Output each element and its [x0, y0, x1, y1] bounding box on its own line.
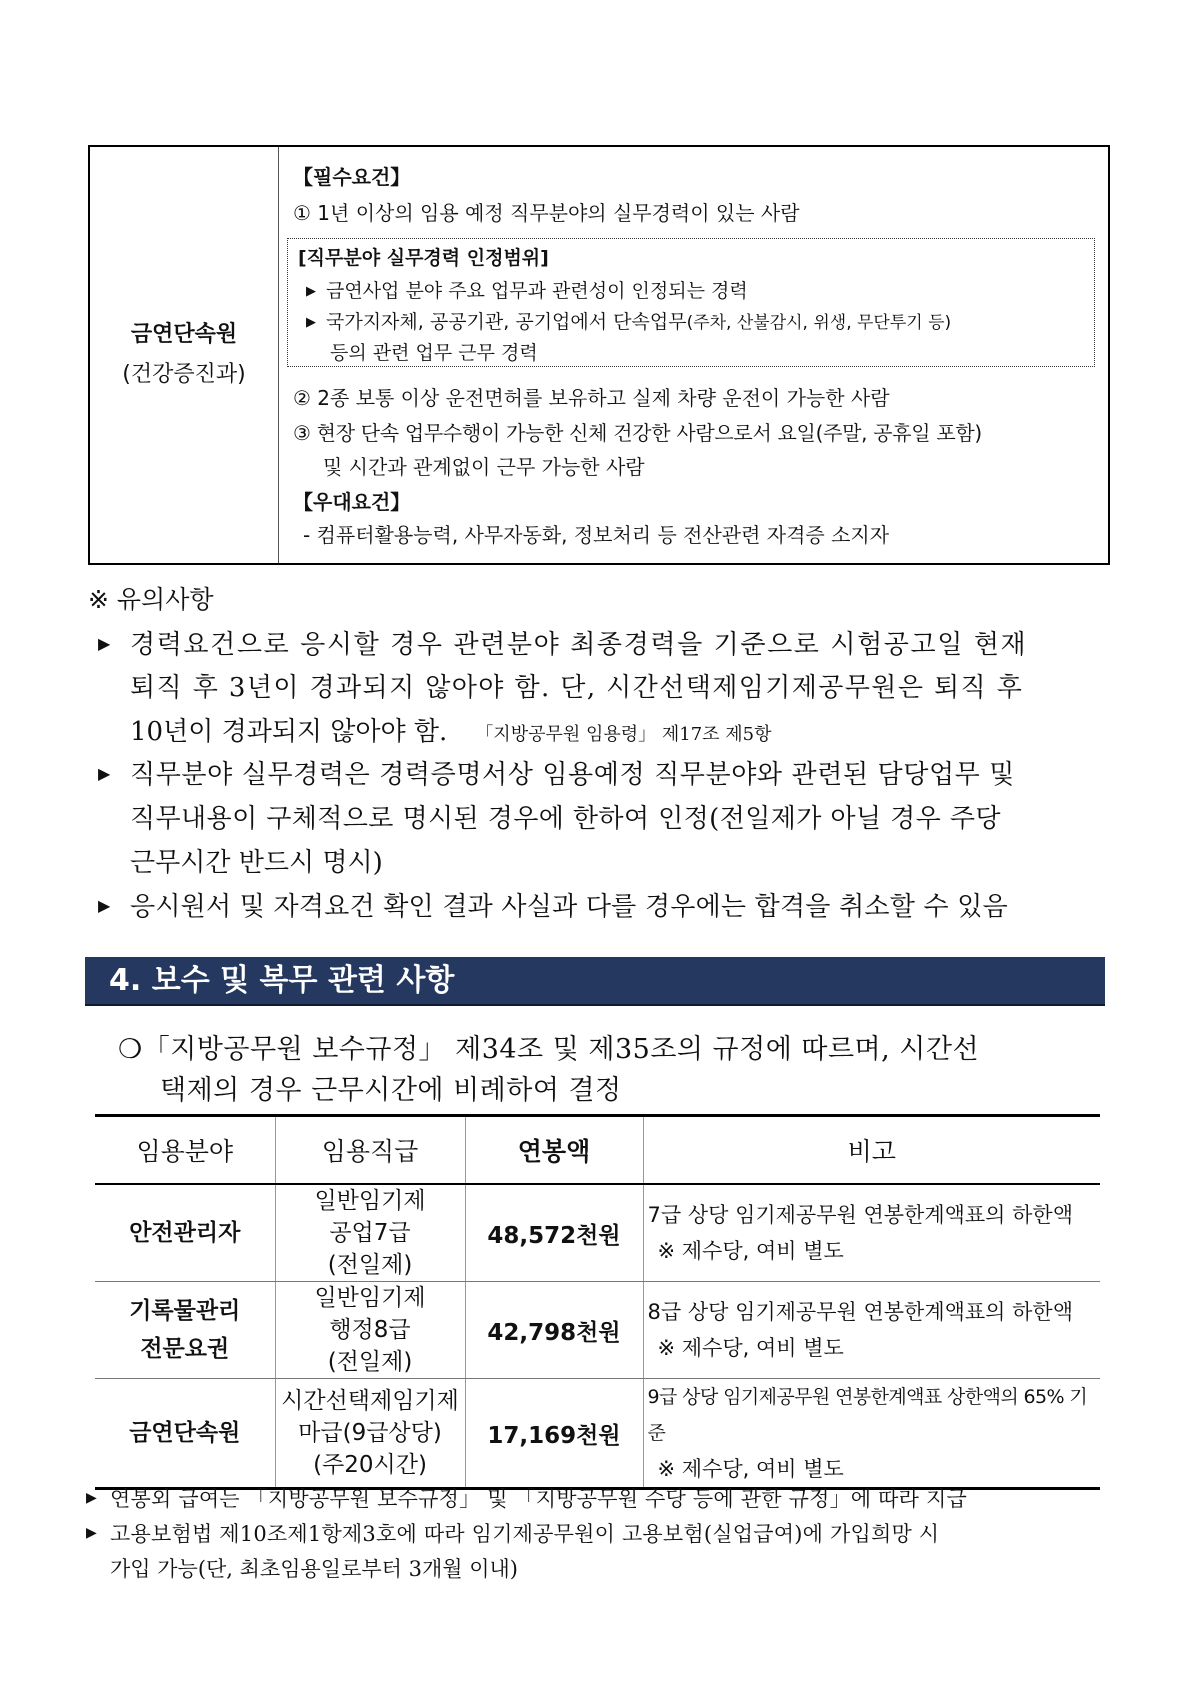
- triangle-bullet-icon: ▶: [98, 634, 111, 653]
- note-2-line-2: 직무내용이 구체적으로 명시된 경우에 한하여 인정(전일제가 아닐 경우 주당: [130, 804, 1001, 834]
- role-department: (건강증진과): [122, 362, 246, 387]
- salary-amount: 17,169천원: [465, 1379, 643, 1489]
- note-1-line-2: 퇴직 후 3년이 경과되지 않아야 함. 단, 시간선택제임기제공무원은 퇴직 후: [130, 673, 1024, 703]
- required-title: 【필수요건】: [293, 165, 411, 189]
- note-1-line-3: 10년이 경과되지 않아야 함. 「지방공무원 임용령」 제17조 제5항: [130, 717, 772, 747]
- remark-cell: 9급 상당 임기제공무원 연봉한계액표 상한액의 65% 기준 ※ 제수당, 여비 별도: [643, 1379, 1100, 1489]
- note-2-line-1: 직무분야 실무경력은 경력증명서상 임용예정 직무분야와 관련된 담당업무 및: [130, 760, 1015, 790]
- preferred-1: - 컴퓨터활용능력, 사무자동화, 정보처리 등 전산관련 자격증 소지자: [303, 523, 890, 547]
- triangle-bullet-icon: ▶: [98, 896, 111, 915]
- role-name: 금연단속원: [130, 322, 238, 347]
- note-1-reference: 「지방공무원 임용령」 제17조 제5항: [475, 724, 772, 745]
- footnote-1: 연봉외 급여는 「지방공무원 보수규정」 및 「지방공무원 수당 등에 관한 규정」에 따라 지급: [110, 1487, 967, 1511]
- header-remark: 비고: [643, 1116, 1100, 1185]
- field-cell: 안전관리자: [95, 1184, 275, 1282]
- footnote-2-line-2: 가입 가능(단, 최초임용일로부터 3개월 이내): [110, 1557, 518, 1581]
- grade-cell: 일반임기제 공업7급 (전일제): [275, 1184, 465, 1282]
- salary-amount: 48,572천원: [465, 1184, 643, 1282]
- experience-scope-box: [287, 238, 1095, 367]
- requirement-3-line-1: ③ 현장 단속 업무수행이 가능한 신체 건강한 사람으로서 요일(주말, 공휴일 포함): [293, 421, 982, 445]
- qualification-role-cell: [90, 147, 279, 563]
- field-cell: 기록물관리 전문요권: [95, 1282, 275, 1379]
- table-row: [95, 1184, 1100, 1282]
- experience-scope-item-2-continued: 등의 관련 업무 근무 경력: [330, 342, 538, 364]
- header-salary: 연봉액: [465, 1116, 643, 1185]
- note-1-line-1: 경력요건으로 응시할 경우 관련분야 최종경력을 기준으로 시험공고일 현재: [130, 630, 1028, 660]
- grade-cell: 일반임기제 행정8급 (전일제): [275, 1282, 465, 1379]
- remark-cell: 8급 상당 임기제공무원 연봉한계액표의 하한액 ※ 제수당, 여비 별도: [643, 1282, 1100, 1379]
- salary-table: [95, 1114, 1100, 1490]
- footnote-2-line-1: 고용보험법 제10조제1항제3호에 따라 임기제공무원이 고용보험(실업급여)에 가입희망 시: [110, 1522, 940, 1546]
- salary-table-header-row: [95, 1116, 1100, 1185]
- section-intro-line-1: ❍「지방공무원 보수규정」 제34조 및 제35조의 규정에 따르며, 시간선: [118, 1034, 980, 1065]
- table-row: [95, 1379, 1100, 1489]
- requirement-1: ① 1년 이상의 임용 예정 직무분야의 실무경력이 있는 사람: [293, 201, 800, 225]
- header-grade: 임용직급: [275, 1116, 465, 1185]
- requirement-2: ② 2종 보통 이상 운전면허를 보유하고 실제 차량 운전이 가능한 사람: [293, 386, 890, 410]
- triangle-bullet-icon: ▶: [306, 315, 316, 330]
- triangle-bullet-icon: ▶: [86, 1490, 97, 1506]
- qualification-table: [88, 145, 1110, 565]
- table-row: [95, 1282, 1100, 1379]
- section-header: 4. 보수 및 복무 관련 사항: [85, 957, 1105, 1006]
- remark-cell: 7급 상당 임기제공무원 연봉한계액표의 하한액 ※ 제수당, 여비 별도: [643, 1184, 1100, 1282]
- grade-cell: 시간선택제임기제 마급(9급상당) (주20시간): [275, 1379, 465, 1489]
- note-3: 응시원서 및 자격요건 확인 결과 사실과 다를 경우에는 합격을 취소할 수 있음: [130, 892, 1008, 922]
- requirement-3-line-2: 및 시간과 관계없이 근무 가능한 사람: [323, 455, 645, 479]
- field-cell: 금연단속원: [95, 1379, 275, 1489]
- section-intro-line-2: 택제의 경우 근무시간에 비례하여 결정: [160, 1075, 622, 1106]
- header-field: 임용분야: [95, 1116, 275, 1185]
- triangle-bullet-icon: ▶: [98, 764, 111, 783]
- triangle-bullet-icon: ▶: [86, 1525, 97, 1541]
- experience-scope-title: [직무분야 실무경력 인정범위]: [298, 247, 549, 269]
- preferred-title: 【우대요건】: [293, 490, 411, 514]
- notes-title: ※ 유의사항: [88, 585, 214, 614]
- note-2-line-3: 근무시간 반드시 명시): [130, 848, 383, 878]
- experience-scope-item-2: ▶ 국가지자체, 공공기관, 공기업에서 단속업무(주차, 산불감시, 위생, 무단투기 등): [306, 311, 952, 333]
- salary-amount: 42,798천원: [465, 1282, 643, 1379]
- triangle-bullet-icon: ▶: [306, 284, 316, 299]
- qualification-requirements-cell: [279, 147, 1108, 563]
- experience-scope-item-1: ▶ 금연사업 분야 주요 업무과 관련성이 인정되는 경력: [306, 280, 748, 302]
